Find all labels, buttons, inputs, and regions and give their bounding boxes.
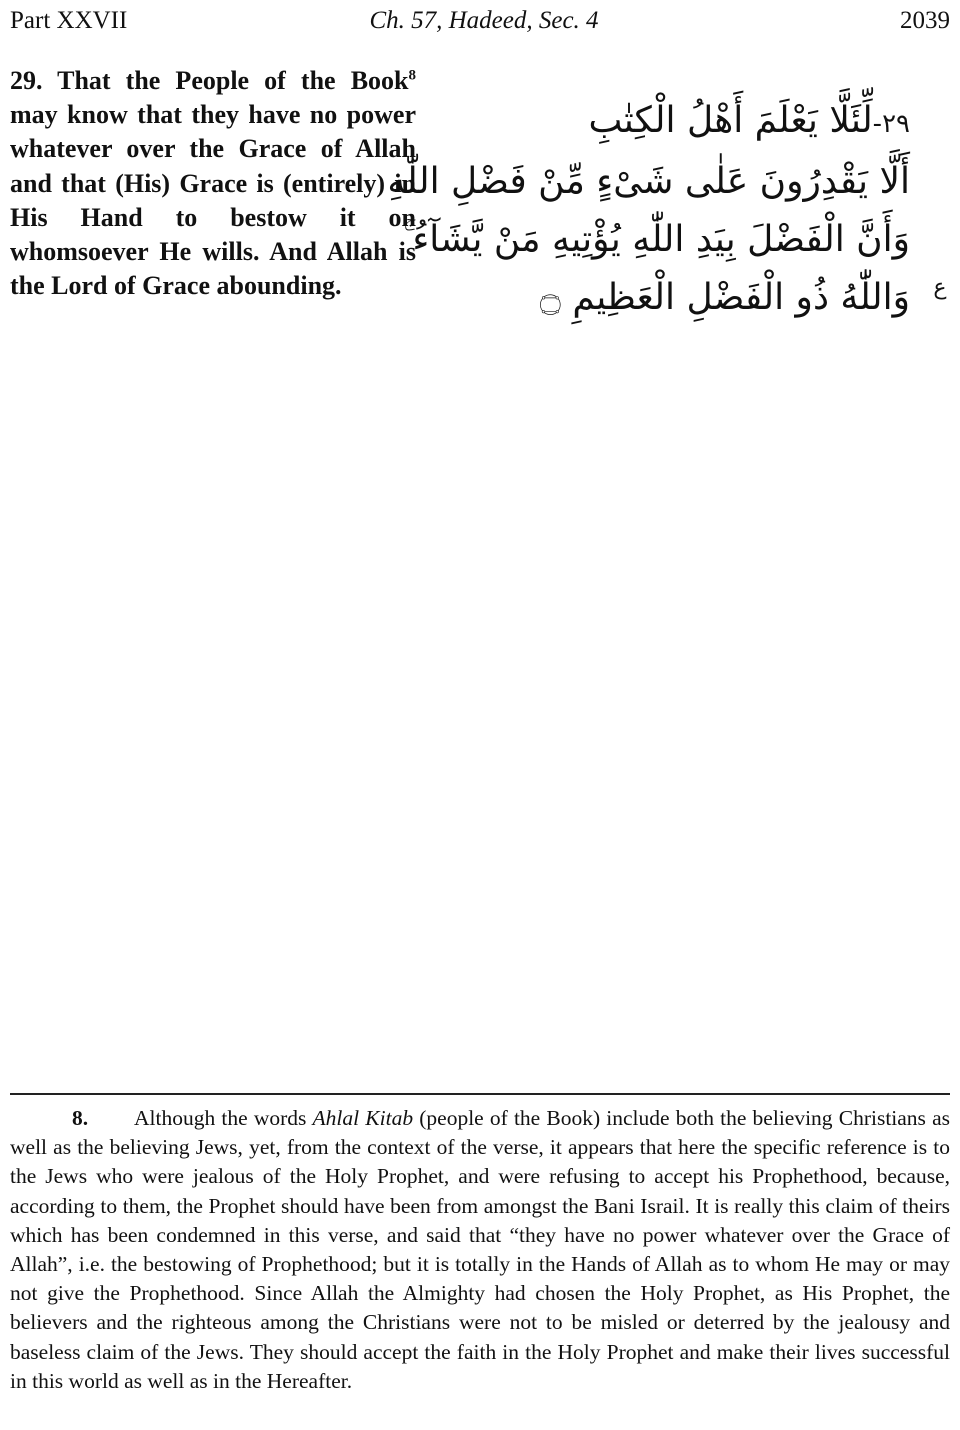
arabic-verse-number: ٢٩-	[872, 109, 910, 139]
footnote-text-rest: (people of the Book) include both the believing Christians as well as the believing Jews, yet, from the context of the verse, it appears that here the specific reference is to the Jews who were jealous of the Holy Prophet, and were refusing to accept his Prophethood, because, according to them, the Prophet should have been from amongst the Bani Israil. It is really this claim of theirs which has been condemned in this verse, and said that “they have no power whatever over the Grace of Allah”, i.e. the bestowing of Prophethood; but it is totally in the Hands of Allah as to whom He may or may not give the Prophethood. Since Allah the Almighty had chosen the Holy Prophet, as His Prophet, the believers and the righteous among the Christians were not to be misled or deterred by the jealousy and baseless claim of the Jews. They should accept the faith in the Holy Prophet and make their lives successful in this world as well as in the Hereafter.	[10, 1106, 950, 1393]
page-number: 2039	[900, 7, 950, 34]
arabic-line-1	[440, 92, 910, 153]
verse-translation	[10, 64, 416, 303]
arabic-line-2: أَلَّا يَقْدِرُونَ عَلٰى شَىْءٍ مِّنْ فَضْلِ اللّٰهِ	[387, 161, 910, 202]
arabic-line-1-text: لِّئَلَّا يَعْلَمَ أَهْلُ الْكِتٰبِ	[588, 100, 873, 141]
footnote-marker: 8	[408, 67, 416, 84]
running-header	[10, 4, 950, 38]
verse-text-start: 29. That the People of the Book	[10, 66, 409, 95]
footnote-number: 8.	[72, 1106, 89, 1130]
chapter-title: Ch. 57, Hadeed, Sec. 4	[369, 7, 599, 34]
footnote	[10, 1104, 950, 1396]
arabic-line-3: وَأَنَّ الْفَضْلَ بِيَدِ اللّٰهِ يُؤْتِيهِ مَنْ يَّشَآءُ ۚ	[403, 219, 910, 260]
ruku-mark: ع	[933, 275, 947, 300]
part-label: Part XXVII	[10, 7, 128, 34]
footnote-italic-term: Ahlal Kitab	[312, 1106, 414, 1130]
verse-arabic	[387, 92, 910, 327]
verse-text-rest: may know that they have no power whatever over the Grace of Allah and that (His) Grace is (entirely) in His Hand to bestow it on whomsoever He wills. And Allah is the Lord of Grace abounding.	[10, 100, 416, 301]
arabic-line-4: وَاللّٰهُ ذُو الْفَضْلِ الْعَظِيمِ ۝	[539, 277, 910, 318]
footnote-divider	[10, 1093, 950, 1095]
footnote-text-start: Although the words	[134, 1106, 313, 1130]
